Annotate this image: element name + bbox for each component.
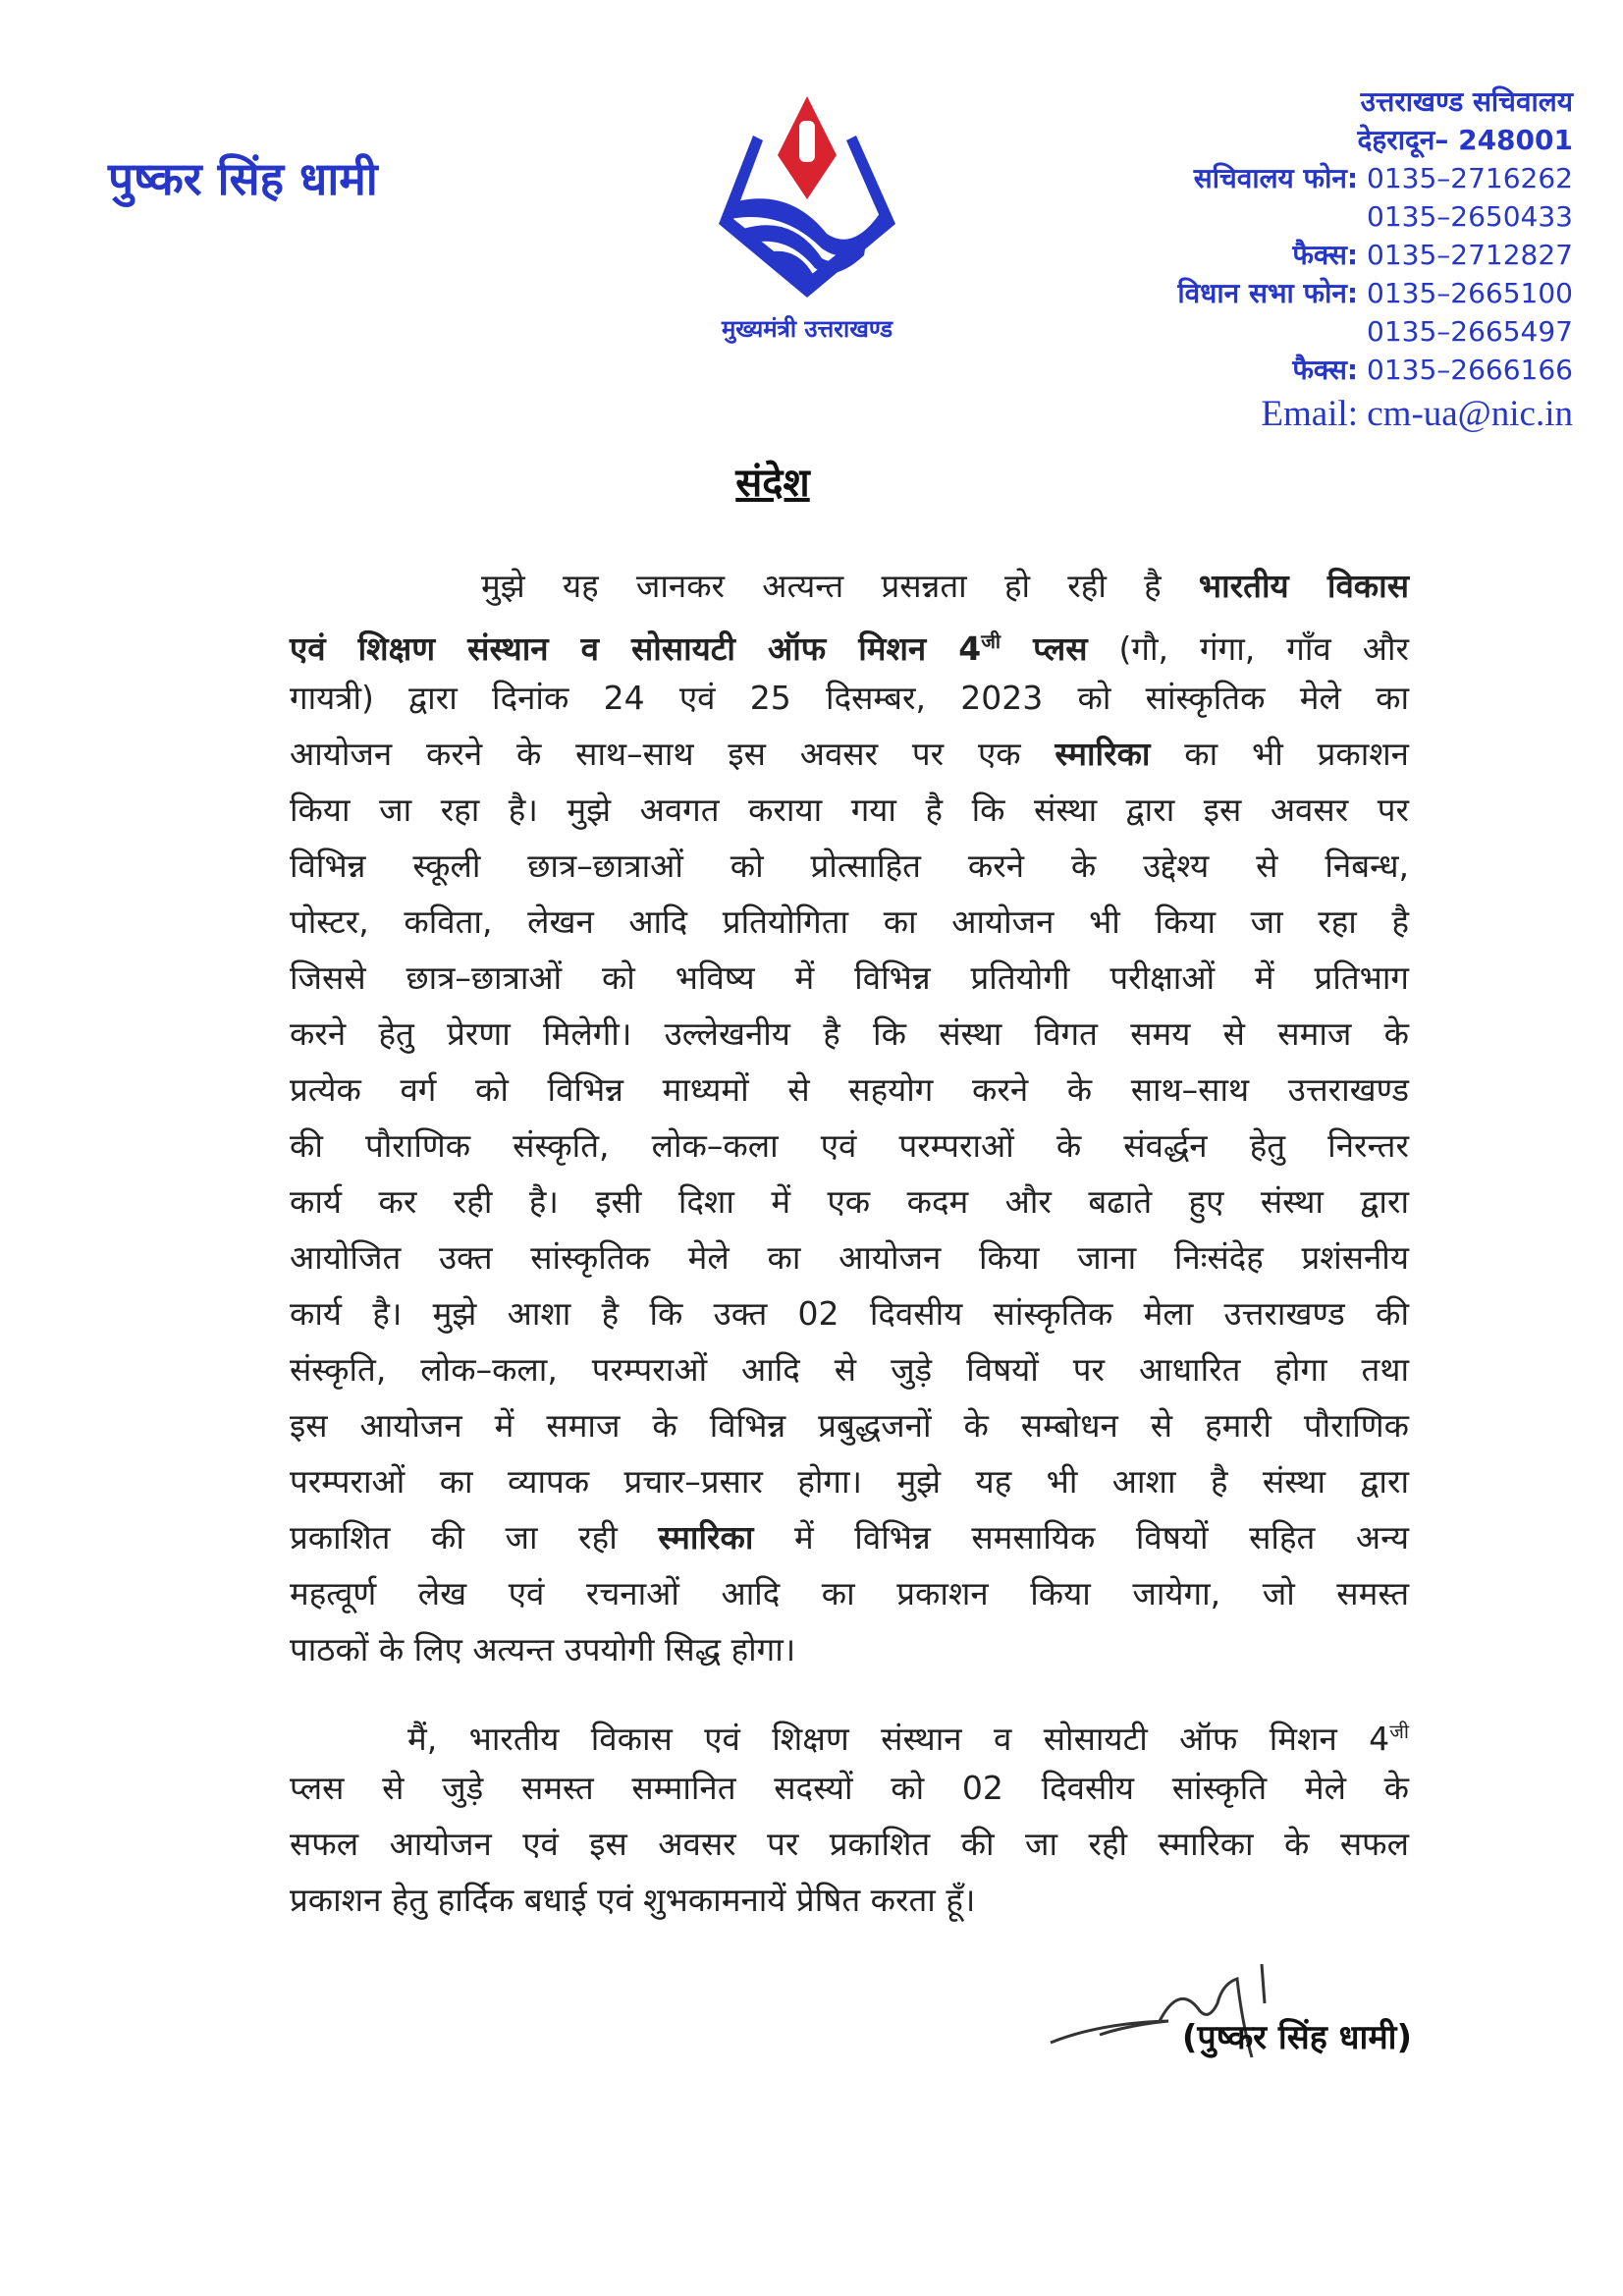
text-line: कार्य है। मुझे आशा है कि उक्त 02 दिवसीय सांस्कृतिक मेला उत्तराखण्ड की: [290, 1294, 1409, 1333]
contact-label: सचिवालय फोन:: [1193, 162, 1359, 194]
text-line: आयोजन करने के साथ–साथ इस अवसर पर एक स्मारिका का भी प्रकाशन: [290, 735, 1409, 773]
contact-label: विधान सभा फोन:: [1177, 277, 1359, 309]
text-line: विभिन्न स्कूली छात्र–छात्राओं को प्रोत्साहित करने के उद्देश्य से निबन्ध,: [290, 847, 1409, 885]
sender-name: पुष्कर सिंह धामी: [108, 152, 378, 205]
contact-value: 0135–2665497: [1367, 315, 1573, 348]
contact-value: 0135–2666166: [1358, 354, 1573, 386]
text-line: आयोजित उक्त सांस्कृतिक मेले का आयोजन किया जाना निःसंदेह प्रशंसनीय: [290, 1238, 1409, 1277]
text-line: प्रकाशन हेतु हार्दिक बधाई एवं शुभकामनायें प्रेषित करता हूँ।: [290, 1881, 976, 1919]
text-line: प्रकाशित की जा रही स्मारिका में विभिन्न समसायिक विषयों सहित अन्य: [290, 1518, 1409, 1557]
contact-value: 0135–2665100: [1358, 277, 1573, 309]
uttarakhand-emblem-logo: [699, 86, 915, 302]
text-line: पाठकों के लिए अत्यन्त उपयोगी सिद्ध होगा।: [290, 1630, 796, 1668]
text-line: मैं, भारतीय विकास एवं शिक्षण संस्थान व सोसायटी ऑफ मिशन $4^{जी}$: [407, 1720, 1409, 1758]
contact-block: [1177, 82, 1573, 389]
contact-line: [1177, 159, 1573, 197]
contact-value: 0135–2716262: [1358, 162, 1573, 194]
contact-line: [1177, 121, 1573, 159]
email-address: Email: cm-ua@nic.in: [1261, 394, 1573, 434]
contact-value: देहरादून– 248001: [1357, 124, 1573, 156]
contact-line: [1177, 274, 1573, 312]
text-line: प्रत्येक वर्ग को विभिन्न माध्यमों से सहयोग करने के साथ–साथ उत्तराखण्ड: [290, 1070, 1409, 1109]
contact-line: [1177, 312, 1573, 351]
text-line: सफल आयोजन एवं इस अवसर पर प्रकाशित की जा रही स्मारिका के सफल: [290, 1825, 1409, 1863]
contact-value: उत्तराखण्ड सचिवालय: [1360, 85, 1573, 118]
text-line: इस आयोजन में समाज के विभिन्न प्रबुद्धजनों के सम्बोधन से हमारी पौराणिक: [290, 1406, 1409, 1445]
text-line: मुझे यह जानकर अत्यन्त प्रसन्नता हो रही है भारतीय विकास: [481, 567, 1409, 605]
text-line: कार्य कर रही है। इसी दिशा में एक कदम और बढाते हुए संस्था द्वारा: [290, 1182, 1409, 1221]
message-paragraph-1: [290, 558, 1409, 1677]
text-line: परम्पराओं का व्यापक प्रचार–प्रसार होगा। मुझे यह भी आशा है संस्था द्वारा: [290, 1462, 1409, 1501]
national-emblem-icon: [799, 121, 815, 162]
contact-label: फैक्स:: [1292, 239, 1359, 271]
text-line: एवं शिक्षण संस्थान व सोसायटी ऑफ मिशन $4^{जी}$ प्लस (गौ, गंगा, गाँव और: [290, 629, 1409, 668]
text-line: प्लस से जुड़े समस्त सम्मानित सदस्यों को 02 दिवसीय सांस्कृति मेले के: [290, 1769, 1409, 1807]
text-line: जिससे छात्र–छात्राओं को भविष्य में विभिन्न प्रतियोगी परीक्षाओं में प्रतिभाग: [290, 958, 1409, 997]
document-title: संदेश: [735, 461, 810, 506]
contact-line: [1177, 351, 1573, 389]
text-line: किया जा रहा है। मुझे अवगत कराया गया है कि संस्था द्वारा इस अवसर पर: [290, 791, 1409, 829]
text-line: गायत्री) द्वारा दिनांक 24 एवं 25 दिसम्बर, 2023 को सांस्कृतिक मेले का: [290, 679, 1409, 717]
contact-label: फैक्स:: [1292, 354, 1359, 386]
text-line: की पौराणिक संस्कृति, लोक–कला एवं परम्पराओं के संवर्द्धन हेतु निरन्तर: [290, 1126, 1409, 1165]
text-line: महत्वूर्ण लेख एवं रचनाओं आदि का प्रकाशन किया जायेगा, जो समस्त: [290, 1574, 1409, 1613]
text-line: करने हेतु प्रेरणा मिलेगी। उल्लेखनीय है कि संस्था विगत समय से समाज के: [290, 1014, 1409, 1053]
contact-value: 0135–2650433: [1367, 200, 1573, 233]
contact-line: [1177, 197, 1573, 236]
contact-line: [1177, 82, 1573, 121]
message-paragraph-2: [290, 1704, 1409, 1928]
text-line: संस्कृति, लोक–कला, परम्पराओं आदि से जुड़े विषयों पर आधारित होगा तथा: [290, 1350, 1409, 1389]
contact-line: [1177, 236, 1573, 274]
text-line: पोस्टर, कविता, लेखन आदि प्रतियोगिता का आयोजन भी किया जा रहा है: [290, 902, 1409, 941]
signer-name: (पुष्कर सिंह धामी): [1181, 2018, 1412, 2057]
contact-value: 0135–2712827: [1358, 239, 1573, 271]
logo-caption: मुख्यमंत्री उत्तराखण्ड: [721, 315, 893, 343]
